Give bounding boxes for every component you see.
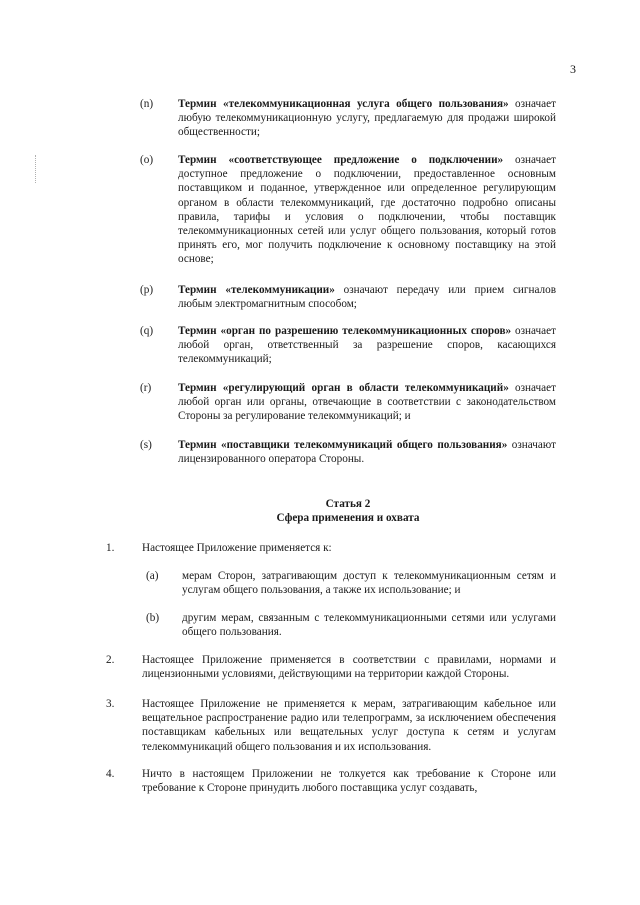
definition-q: [140, 324, 556, 367]
definition-term: Термин «телекоммуникации»: [178, 284, 335, 296]
definition-body: [178, 381, 556, 424]
definition-text: означает доступное предложение о подключении, предоставленное основным поставщиком и поданное, утвержденное или определенное регулирующим органом в области телекоммуникаций, где достаточно подробно описаны правила, тарифы и условия о подключении, чтобы поставщик телекоммуникационных сетей или услуг общего пользования, который готов принять его, мог получить подключение к основному поставщику на этой основе;: [178, 154, 556, 266]
clause-text: Ничто в настоящем Приложении не толкуется как требование к Стороне или требование к Стороне принудить любого поставщика услуг создавать,: [142, 768, 556, 795]
subclause-label: (b): [146, 612, 160, 624]
clause-text: Настоящее Приложение не применяется к мерам, затрагивающим кабельное или вещательное распространение радио или телепрограмм, за исключением обеспечения поставщикам кабельных или вещательных услуг доступа к сетям и услугам телекоммуникаций общего пользования и их использования.: [142, 698, 556, 753]
definition-label: (q): [140, 325, 154, 337]
clause-1: [106, 541, 556, 555]
definition-term: Термин «соответствующее предложение о подключении»: [178, 154, 504, 166]
subclause-b: [146, 611, 556, 639]
clause-text: Настоящее Приложение применяется к:: [142, 542, 332, 554]
definition-text: означает любой орган или органы, отвечающие в соответствии с законодательством Стороны за регулирование телекоммуникаций; и: [178, 382, 557, 423]
definition-text: означает любой орган, ответственный за разрешение споров, касающихся телекоммуникаций;: [178, 325, 556, 366]
definition-term: Термин «регулирующий орган в области телекоммуникаций»: [178, 382, 509, 394]
definition-body: [178, 153, 556, 267]
definition-term: Термин «орган по разрешению телекоммуникационных споров»: [178, 325, 512, 337]
definition-o: [140, 153, 556, 267]
page-number: 3: [570, 62, 576, 76]
definition-body: [178, 283, 556, 311]
definition-term: Термин «телекоммуникационная услуга общего пользования»: [178, 98, 509, 110]
article-title: Сфера применения и охвата: [276, 512, 420, 525]
clause-number: 1.: [106, 542, 115, 554]
definition-text: означают передачу или прием сигналов любым электромагнитным способом;: [178, 284, 556, 311]
clause-text: Настоящее Приложение применяется в соответствии с правилами, нормами и лицензионными условиями, действующими на территории каждой Стороны.: [142, 654, 556, 681]
definition-body: [178, 438, 556, 466]
definition-label: (o): [140, 154, 154, 166]
clause-number: 4.: [106, 768, 115, 780]
article-heading: [140, 497, 556, 525]
subclause-a: [146, 569, 556, 597]
definition-term: Термин «поставщики телекоммуникаций общего пользования»: [178, 439, 508, 451]
clause-number: 3.: [106, 698, 115, 710]
definition-text: означают лицензированного оператора Стороны.: [178, 439, 556, 466]
clause-3: [106, 697, 556, 754]
clause-number: 2.: [106, 654, 115, 666]
definition-label: (n): [140, 98, 154, 110]
definition-s: [140, 438, 556, 466]
definition-text: означает любую телекоммуникационную услугу, предлагаемую для продажи широкой общественности;: [178, 98, 556, 139]
clause-4: [106, 767, 556, 795]
definition-label: (r): [140, 382, 152, 394]
definition-p: [140, 283, 556, 311]
definition-label: (p): [140, 284, 154, 296]
definition-r: [140, 381, 556, 424]
definition-body: [178, 324, 556, 367]
article-number: Статья 2: [325, 498, 371, 510]
definition-label: (s): [140, 439, 152, 451]
subclause-text: другим мерам, связанным с телекоммуникационными сетями или услугами общего пользования.: [182, 612, 556, 639]
definition-n: [140, 97, 556, 140]
subclause-label: (a): [146, 570, 159, 582]
clause-2: [106, 653, 556, 681]
subclause-text: мерам Сторон, затрагивающим доступ к телекоммуникационным сетям и услугам общего пользования, а также их использование; и: [182, 570, 556, 597]
definition-body: [178, 97, 556, 140]
scan-artifact: [35, 155, 37, 183]
